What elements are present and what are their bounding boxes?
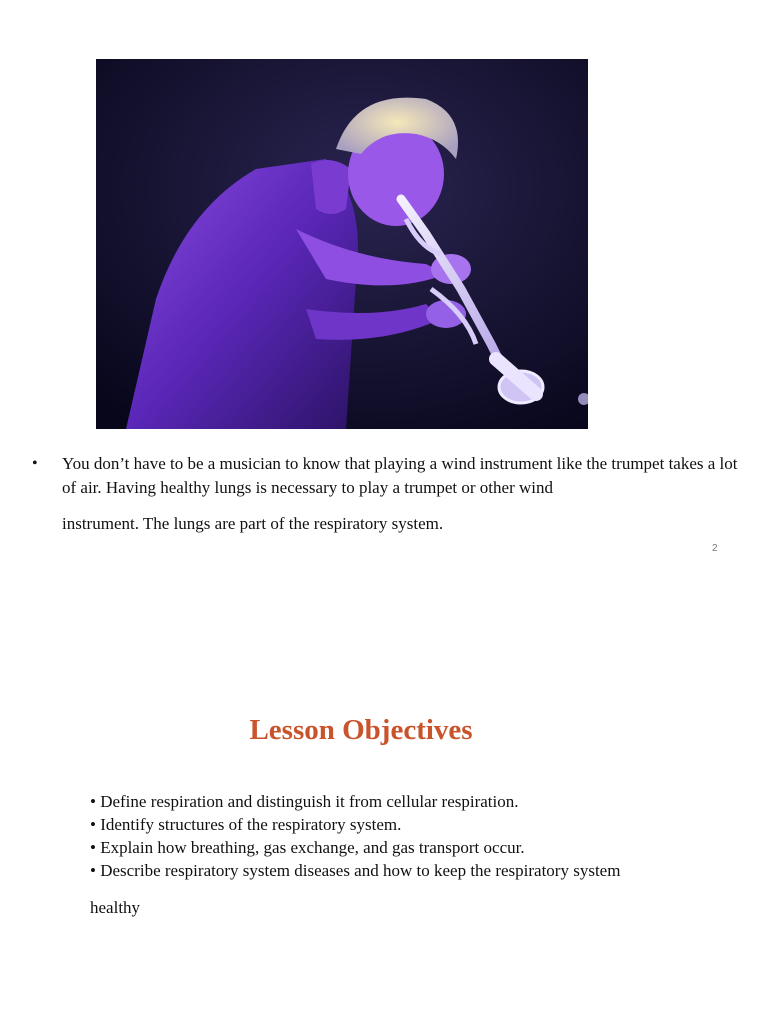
- page-number: 2: [712, 543, 718, 554]
- objective-item: • Define respiration and distinguish it from cellular respiration.: [90, 792, 519, 811]
- intro-paragraph-line-1: You don’t have to be a musician to know that playing a wind instrument like the trumpet takes a lot of air. Having healthy lungs is necessary to play a trumpet or other wind: [62, 454, 738, 497]
- objective-item: • Describe respiratory system diseases and how to keep the respiratory system: [90, 861, 621, 880]
- objective-continuation: healthy: [90, 898, 141, 917]
- bullet-marker: •: [32, 455, 38, 472]
- intro-paragraph-line-2: instrument. The lungs are part of the respiratory system.: [62, 514, 444, 533]
- objective-item: • Explain how breathing, gas exchange, and gas transport occur.: [90, 838, 525, 857]
- objectives-list: [90, 790, 710, 882]
- objective-item: • Identify structures of the respiratory system.: [90, 815, 402, 834]
- lesson-objectives-title: Lesson Objectives: [249, 714, 473, 746]
- intro-paragraph: [62, 452, 742, 536]
- trumpet-player-photo: [96, 59, 588, 429]
